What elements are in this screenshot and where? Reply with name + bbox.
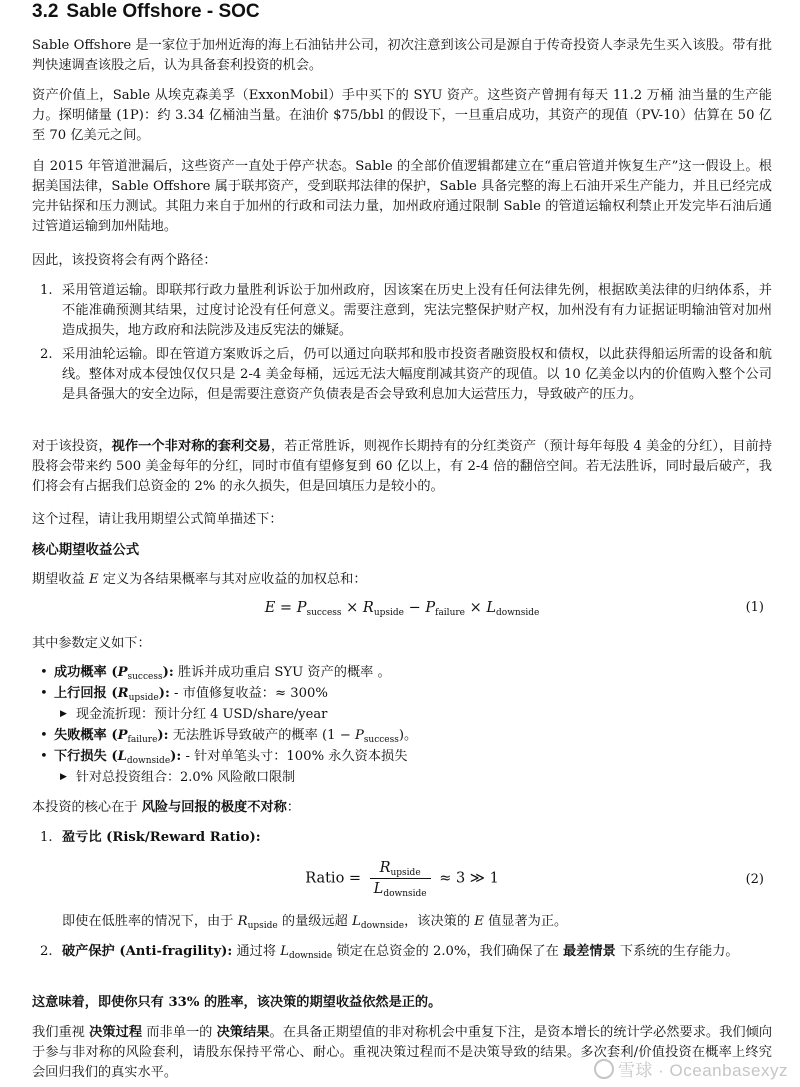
- section-heading: [32, 0, 260, 24]
- describe-paragraph: 这个过程，请让我用期望公式简单描述下：: [32, 512, 283, 527]
- parameter-list: [32, 662, 772, 788]
- param-subitem-text: 现金流折现：预计分红 4 USD/share/year: [76, 707, 328, 722]
- bullet-icon: •: [40, 728, 48, 743]
- antifragile-l-sub: downside: [288, 951, 333, 961]
- param-var: P: [117, 665, 128, 680]
- param-item-failure: [32, 725, 772, 746]
- param-desc: - 市值修复收益：≈ 300%: [169, 686, 328, 701]
- param-desc-sub: success: [363, 735, 399, 745]
- param-item-downside: [32, 746, 772, 767]
- param-subitem-text: 针对总投资组合：2.0% 风险敞口限制: [76, 770, 296, 785]
- param-label-end: ):: [157, 728, 169, 743]
- param-var: L: [117, 749, 127, 764]
- eq-r-upside: R: [362, 600, 374, 616]
- param-var: P: [117, 728, 128, 743]
- expectation-definition: [32, 570, 772, 590]
- eq-sub: failure: [435, 608, 465, 618]
- asym-pre: 对于该投资，: [32, 439, 112, 454]
- core-asymmetry-paragraph: [32, 798, 772, 818]
- closing-post: 。在具备正期望值的非对称机会中重复下注，是资本增长的统计学必然要求。我们倾向于参与非对称的风险套利，请股东保持平常心、耐心。重视决策过程而不是决策导致的结果。多次套利/价值投资在概率上终究会回归我们的真实水平。: [32, 1025, 773, 1080]
- param-sub: upside: [128, 693, 159, 703]
- list-marker: 1.: [40, 283, 53, 298]
- param-desc-var: P: [354, 728, 364, 743]
- closing-b2: 决策结果: [216, 1025, 270, 1040]
- equation-body: $E = P_{success} \times R_{upside} - P_{failure} \times L_{downside}$: [264, 600, 540, 618]
- closing-mid: 而非单一的: [142, 1025, 217, 1040]
- conclusion-bold: 这意味着，即使你只有 33% 的胜率，该决策的期望收益依然是正的。: [32, 995, 442, 1010]
- antifragile-list: [32, 942, 772, 962]
- note-mid: 的量级远超: [277, 914, 353, 929]
- closing-b1: 决策过程: [89, 1025, 143, 1040]
- eq-sub: success: [306, 608, 342, 618]
- asym-bold: 视作一个非对称的套利交易: [111, 439, 271, 454]
- param-label: 上行回报 (: [54, 686, 118, 701]
- core-bold: 风险与回报的极度不对称: [141, 800, 287, 815]
- core-post: ：: [286, 800, 300, 815]
- closing-pre: 我们重视: [32, 1025, 90, 1040]
- param-label-end: ):: [158, 686, 170, 701]
- num-var: R: [379, 860, 391, 876]
- watermark: [594, 1056, 788, 1081]
- param-item-upside: [32, 683, 772, 704]
- param-subitem-portfolio: [32, 767, 772, 788]
- core-pre: 本投资的核心在于: [32, 800, 142, 815]
- eq-lhs: E: [264, 600, 276, 616]
- formula-heading: 核心期望收益公式: [32, 542, 140, 558]
- equation-number: (2): [745, 872, 764, 887]
- note-l: L: [352, 914, 361, 929]
- path-text: 采用油轮运输。即在管道方案败诉之后，仍可以通过向联邦和股市投资者融资股权和债权，以此获得船运所需的设备和航线。整体对成本侵蚀仅仅只是 2-4 美金每桶，远远无法大幅度削减其资产的现值。以 10 亿美金以内的价值购入整个公司是具备强大的安全边际，但是需要注意资产负债表是否会导致利息加大运营压力，导致破产的压力。: [62, 347, 772, 402]
- param-label-end: ):: [170, 749, 182, 764]
- note-end: 值显著为正。: [483, 914, 568, 929]
- antifragile-mid: 锁定在总资金的 2.0%，我们确保了在: [332, 944, 563, 959]
- triangle-bullet-icon: ▶: [60, 772, 67, 782]
- def-pre: 期望收益: [32, 572, 89, 587]
- antifragile-post: 下系统的生存能力。: [615, 944, 739, 959]
- fraction-denominator: [370, 879, 431, 897]
- equation-ratio: [32, 860, 772, 904]
- param-label: 下行损失 (: [54, 749, 118, 764]
- param-label: 成功概率 (: [54, 665, 118, 680]
- num-sub: upside: [390, 868, 421, 878]
- background-paragraph: 自 2015 年管道泄漏后，这些资产一直处于停产状态。Sable 的全部价值逻辑都建立在“重启管道并恢复生产”这一假设上。根据美国法律，Sable Offshore 属于联邦资产，受到联邦法律的保护，Sable 具备完整的海上石油开采生产能力，并且已经完成完井钻探和压力测试。其阻力来自于加州的行政和司法力量，加州政府通过限制 Sable 的管道运输权利禁止开发完毕石油后通过管道运输到加州陆地。: [32, 159, 772, 234]
- asset-value-paragraph: 资产价值上，Sable 从埃克森美孚（ExxonMobil）手中买下的 SYU 资产。这些资产曾拥有每天 11.2 万桶 油当量的生产能力。探明储量 (1P)：约 3.34 亿桶油当量。在油价 $75/bbl 的假设下，一旦重启成功，其资产的现值（PV-10）估算在 50 亿至 70 亿美元之间。: [32, 88, 772, 143]
- note-post: ，该决策的: [404, 914, 475, 929]
- ratio-fraction: [370, 860, 431, 897]
- triangle-bullet-icon: ▶: [60, 709, 67, 719]
- antifragile-bold: 最差情景: [562, 944, 616, 959]
- param-desc: 胜诉并成功重启 SYU 资产的概率 。: [173, 665, 391, 680]
- param-desc: 无法胜诉导致破产的概率 (1 −: [168, 728, 355, 743]
- note-r-sub: upside: [247, 921, 278, 931]
- section-number: 3.2: [32, 1, 59, 22]
- ratio-item: [32, 828, 772, 848]
- bullet-icon: •: [40, 749, 48, 764]
- eq-p-success: P: [296, 600, 307, 616]
- snowball-logo-icon: [594, 1059, 614, 1079]
- asym-post: ，若正常胜诉，则视作长期持有的分红类资产（预计每年每股 4 美金的分红），目前持股将会带来约 500 美金每年的分红，同时市值有望修复到 60 亿以上，有 2-4 倍的翻倍空间。若无法胜诉，同时最后破产，我们将会有占据我们总资金的 2% 的永久损失，但是回填压力是较小的。: [32, 439, 773, 494]
- def-var: E: [88, 572, 99, 587]
- note-pre: 即使在低胜率的情况下，由于: [62, 914, 238, 929]
- param-desc: - 针对单笔头寸：100% 永久资本损失: [181, 749, 408, 764]
- params-intro: 其中参数定义如下：: [32, 636, 151, 651]
- antifragile-title: 破产保护 (Anti-fragility):: [62, 944, 233, 959]
- equation-number: (1): [745, 600, 764, 615]
- param-label-end: ):: [162, 665, 174, 680]
- fraction-numerator: [370, 860, 431, 879]
- param-subitem-dcf: [32, 704, 772, 725]
- ratio-note: [62, 912, 772, 932]
- param-item-success: [32, 662, 772, 683]
- list-marker: 1.: [40, 830, 53, 845]
- param-sub: success: [127, 672, 163, 682]
- ratio-tail: ≈ 3 ≫ 1: [439, 870, 499, 887]
- note-l-sub: downside: [360, 921, 405, 931]
- list-marker: 2.: [40, 347, 53, 362]
- den-sub: downside: [383, 889, 427, 899]
- param-desc-end: )。: [398, 728, 418, 743]
- bullet-icon: •: [40, 686, 48, 701]
- param-var: R: [117, 686, 129, 701]
- param-label: 失败概率 (: [54, 728, 118, 743]
- ratio-label: Ratio: [305, 870, 345, 887]
- eq-p-failure: P: [425, 600, 436, 616]
- antifragile-l: L: [280, 944, 289, 959]
- param-sub: failure: [127, 735, 158, 745]
- eq-sub: downside: [496, 608, 540, 618]
- path-text: 采用管道运输。即联邦行政力量胜利诉讼于加州政府，因该案在历史上没有任何法律先例，根据欧美法律的归纳体系，并不能准确预测其结果，过度讨论没有任何意义。需要注意到，宪法完整保护财产权，加州没有有力证据证明输油管对加州造成损失，地方政府和法院涉及违反宪法的嫌疑。: [62, 283, 772, 338]
- intro-paragraph: Sable Offshore 是一家位于加州近海的海上石油钻井公司，初次注意到该公司是源自于传奇投资人李录先生买入该股。带有批判快速调查该股之后，认为具备套利投资的机会。: [32, 38, 772, 73]
- path-item-tanker: [32, 345, 772, 405]
- paths-list: [32, 281, 772, 405]
- paths-intro: 因此，该投资将会有两个路径：: [32, 253, 217, 268]
- ratio-equation-body: Ratio = $\frac{R_{upside}}{L_{downside}}$ ≈ 3 ≫ 1: [305, 860, 499, 899]
- equation-expected-value: [32, 598, 772, 624]
- den-var: L: [373, 881, 384, 897]
- param-sub: downside: [126, 756, 171, 766]
- antifragile-pre: 通过将: [232, 944, 281, 959]
- eq-sub: upside: [373, 608, 404, 618]
- path-item-pipeline: [32, 281, 772, 341]
- bullet-icon: •: [40, 665, 48, 680]
- watermark-text: 雪球 · Oceanbasexyz: [617, 1061, 788, 1080]
- note-var: E: [474, 914, 484, 929]
- def-post: 定义为各结果概率与其对应收益的加权总和：: [98, 572, 367, 587]
- section-title: Sable Offshore - SOC: [66, 1, 260, 22]
- asymmetric-paragraph: [32, 437, 772, 497]
- ratio-list: [32, 828, 772, 848]
- eq-l-downside: L: [486, 600, 497, 616]
- antifragile-item: [32, 942, 772, 962]
- list-marker: 2.: [40, 944, 53, 959]
- ratio-title: 盈亏比 (Risk/Reward Ratio):: [62, 830, 261, 845]
- note-r: R: [237, 914, 248, 929]
